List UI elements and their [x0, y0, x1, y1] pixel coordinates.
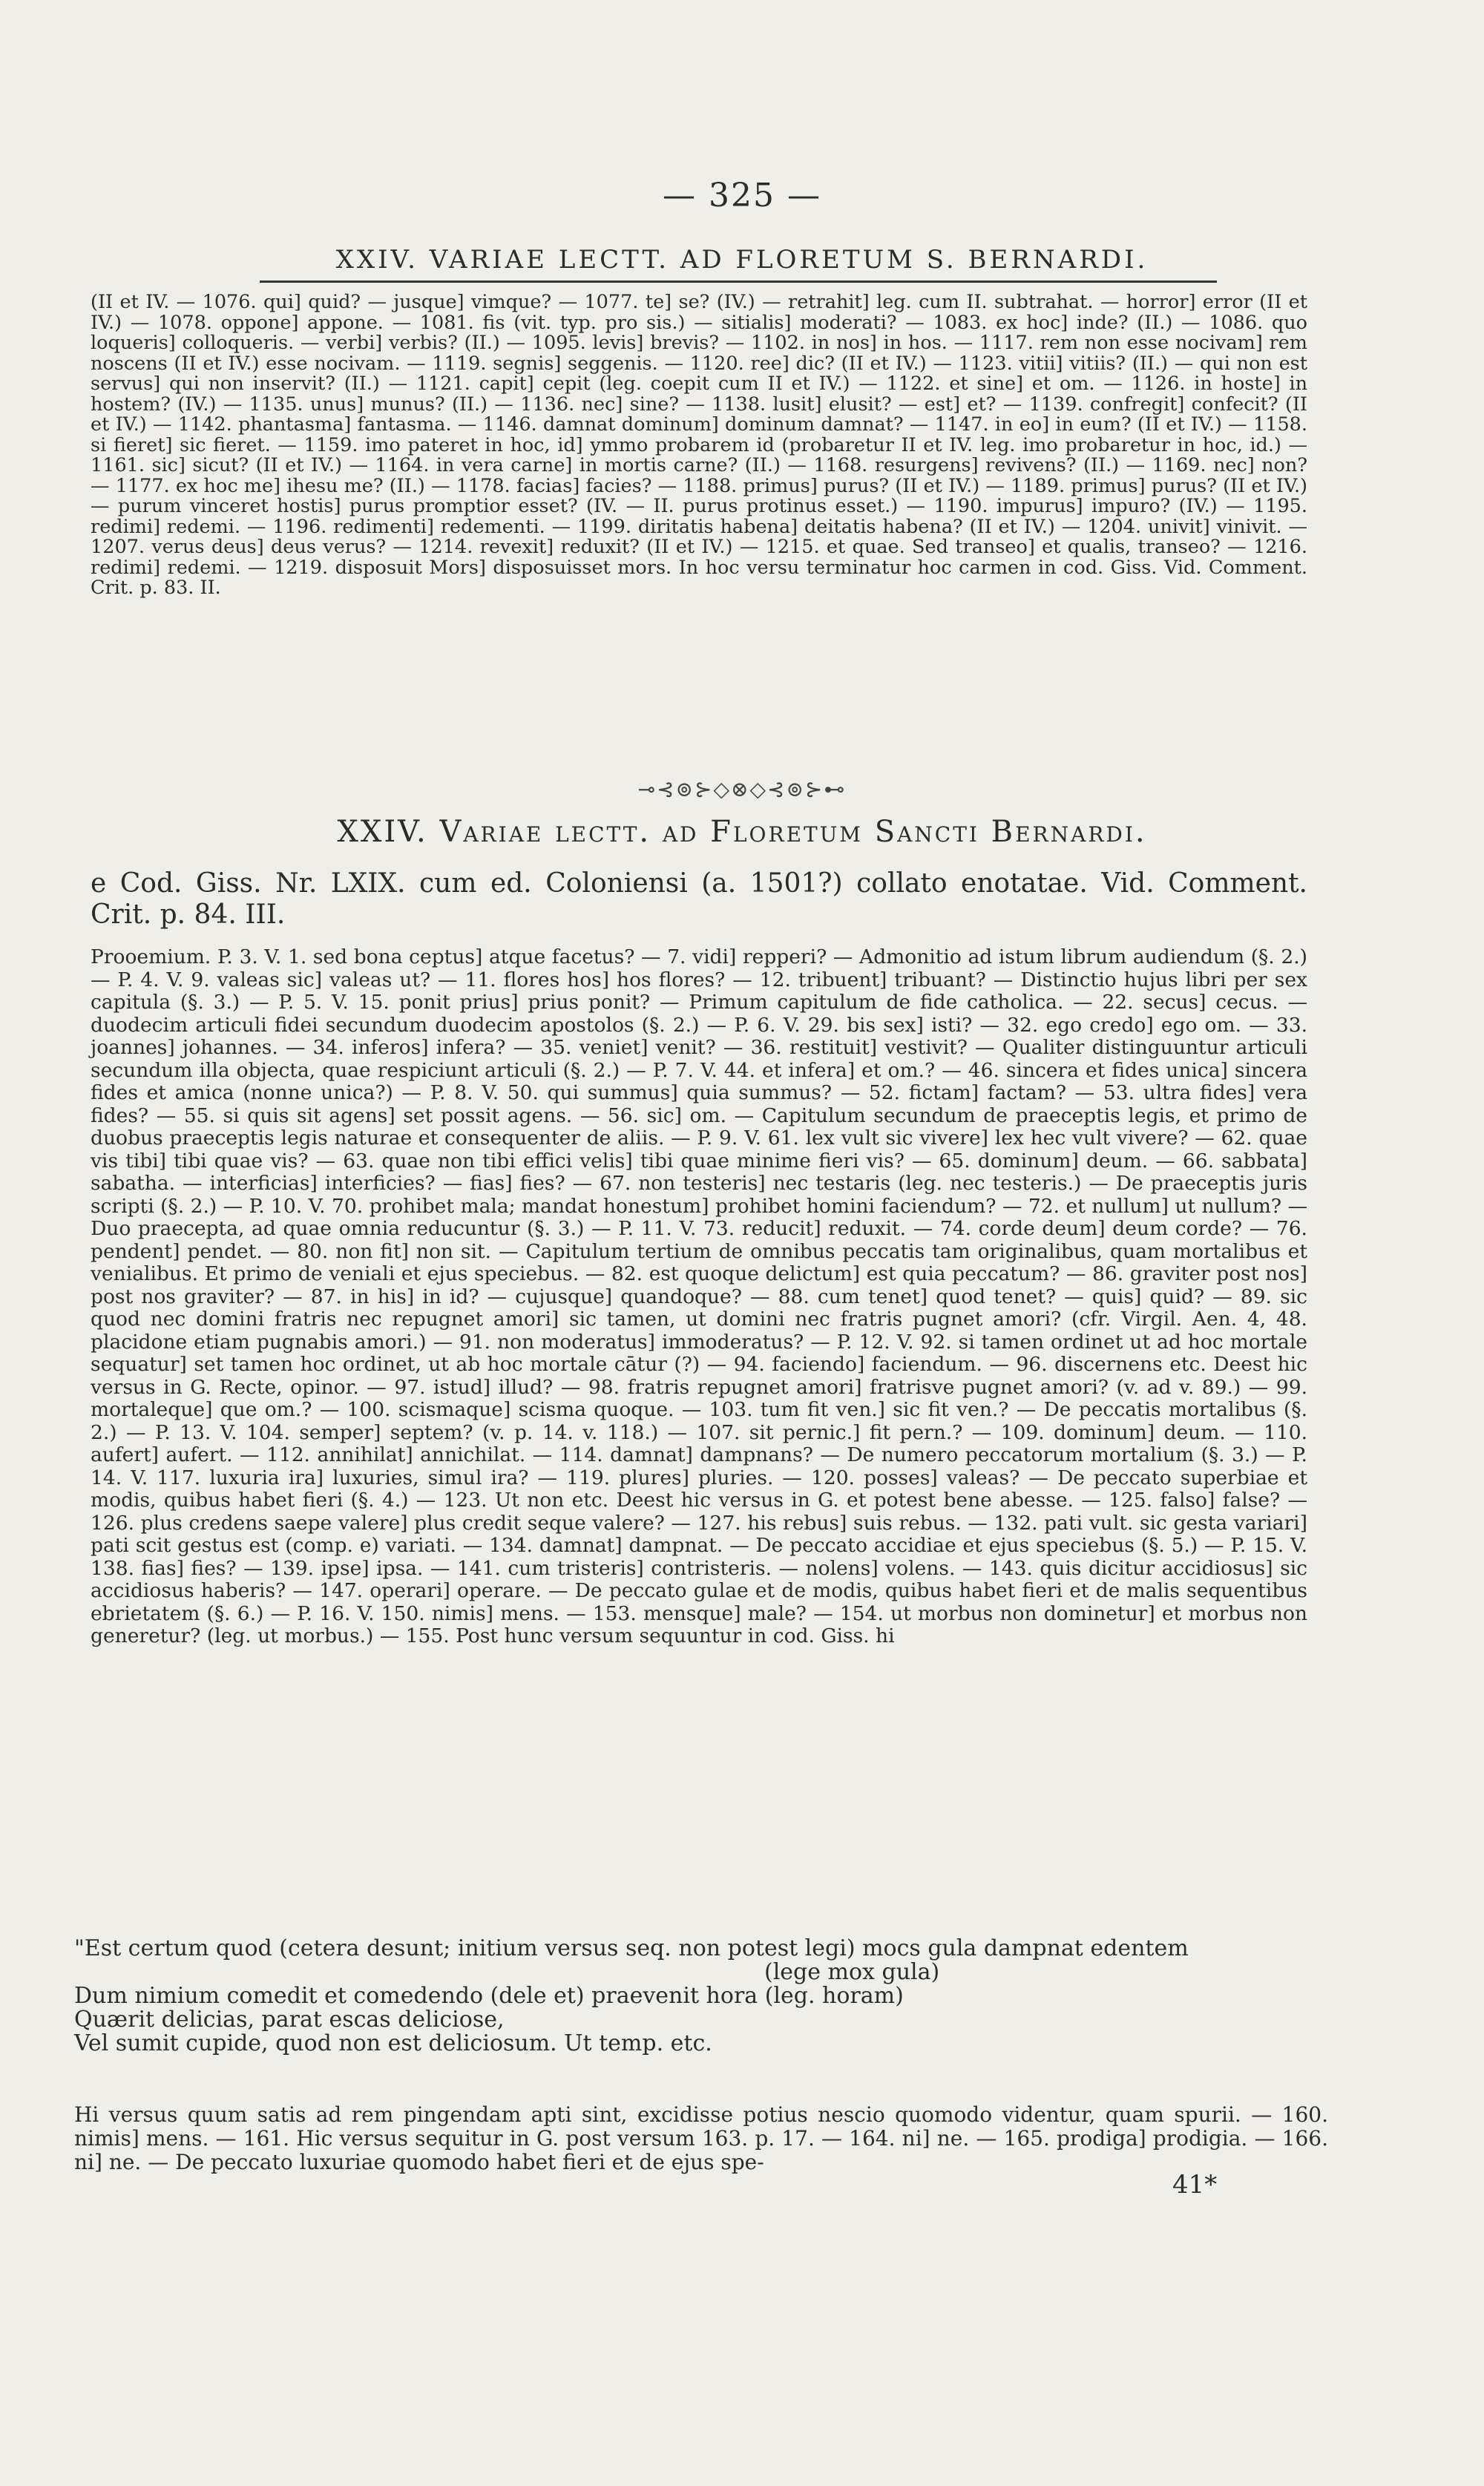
section-body-continued: Hi versus quum satis ad rem pingendam apti sint, excidisse potius nescio quomodo videntur, quam spurii. — 160. nimis] mens. — 161. Hic versus sequitur in G. post versum 163. p. 17. — 164. ni] ne. — 165. prodiga] prodigia. — 166. ni] ne. — De peccato luxuriae quomodo habet fieri et de ejus spe-	[74, 2102, 1328, 2174]
section-title: XXIV. Variae lectt. ad Floretum Sancti Bernardi.	[337, 815, 1147, 849]
quoted-verses	[74, 1937, 1328, 2056]
section-intro: e Cod. Giss. Nr. LXIX. cum ed. Coloniensi (a. 1501?) collato enotatae. Vid. Comment. Crit. p. 84. III.	[91, 868, 1307, 930]
section-divider-ornament: ⊸⊰⊚⊱◇⊗◇⊰⊚⊱⊷	[637, 777, 847, 801]
previous-section-variants: (II et IV. — 1076. qui] quid? — jusque] vimque? — 1077. te] se? (IV.) — retrahit] leg. cum II. subtrahat. — horror] error (II et IV.) — 1078. oppone] appone. — 1081. fis (vit. typ. pro sis.) — sitialis] moderati? — 1083. ex hoc] inde? (II.) — 1086. quo loqueris] colloqueris. — verbi] verbis? (II.) — 1095. levis] brevis? — 1102. in nos] in hos. — 1117. rem non esse nocivam] rem noscens (II et IV.) esse nocivam. — 1119. segnis] seggenis. — 1120. ree] dic? (II et IV.) — 1123. vitii] vitiis? (II.) — qui non est servus] qui non inservit? (II.) — 1121. capit] cepit (leg. coepit cum II et IV.) — 1122. et sine] et om. — 1126. in hoste] in hostem? (IV.) — 1135. unus] munus? (II.) — 1136. nec] sine? — 1138. lusit] elusit? — est] et? — 1139. confregit] confecit? (II et IV.) — 1142. phantasma] fantasma. — 1146. damnat dominum] dominum damnat? — 1147. in eo] in eum? (II et IV.) — 1158. si fieret] sic fieret. — 1159. imo pateret in hoc, id] ymmo probarem id (probaretur II et IV. leg. imo probaretur in hoc, id.) — 1161. sic] sicut? (II et IV.) — 1164. in vera carne] in mortis carne? (II.) — 1168. resurgens] revivens? (II.) — 1169. nec] non? — 1177. ex hoc me] ihesu me? (II.) — 1178. facias] facies? — 1188. primus] purus? (II et IV.) — 1189. primus] purus? (II et IV.) — purum vinceret hostis] purus promptior esset? (IV. — II. purus protinus esset.) — 1190. impurus] impuro? (IV.) — 1195. redimi] redemi. — 1196. redimenti] redementi. — 1199. diritatis habena] deitatis habena? (II et IV.) — 1204. univit] vinivit. — 1207. verus deus] deus verus? — 1214. revexit] reduxit? (II et IV.) — 1215. et quae. Sed transeo] et qualis, transeo? — 1216. redimi] redemi. — 1219. disposuit Mors] disposuisset mors. In hoc versu terminatur hoc carmen in cod. Giss. Vid. Comment. Crit. p. 83. II.	[91, 291, 1307, 599]
signature-mark: 41*	[1172, 2170, 1218, 2200]
section-body: Prooemium. P. 3. V. 1. sed bona ceptus] atque facetus? — 7. vidi] repperi? — Admonitio ad istum librum audiendum (§. 2.) — P. 4. V. 9. valeas sic] valeas ut? — 11. flores hos] hos flores? — 12. tribuent] tribuant? — Distinctio hujus libri per sex capitula (§. 3.) — P. 5. V. 15. ponit prius] prius ponit? — Primum capitulum de fide catholica. — 22. secus] cecus. — duodecim articuli fidei secundum duodecim apostolos (§. 2.) — P. 6. V. 29. bis sex] isti? — 32. ego credo] ego om. — 33. joannes] johannes. — 34. inferos] infera? — 35. veniet] venit? — 36. restituit] vestivit? — Qualiter distinguuntur articuli secundum illa objecta, quae respiciunt articuli (§. 2.) — P. 7. V. 44. et infera] et om.? — 46. sincera et fides unica] sincera fides et amica (nonne unica?) — P. 8. V. 50. qui summus] quia summus? — 52. fictam] factam? — 53. ultra fides] vera fides? — 55. si quis sit agens] set possit agens. — 56. sic] om. — Capitulum secundum de praeceptis legis, et primo de duobus praeceptis legis naturae et consequenter de aliis. — P. 9. V. 61. lex vult sic vivere] lex hec vult vivere? — 62. quae vis tibi] tibi quae vis? — 63. quae non tibi effici velis] tibi quae minime fieri vis? — 65. dominum] deum. — 66. sabbata] sabatha. — interficias] interficies? — fias] fies? — 67. non testeris] nec testaris (leg. nec testeris.) — De praeceptis juris scripti (§. 2.) — P. 10. V. 70. prohibet mala; mandat honestum] prohibet homini faciendum? — 72. et nullum] ut nullum? — Duo praecepta, ad quae omnia reducuntur (§. 3.) — P. 11. V. 73. reducit] reduxit. — 74. corde deum] deum corde? — 76. pendent] pendet. — 80. non fit] non sit. — Capitulum tertium de omnibus peccatis tam originalibus, quam mortalibus et venialibus. Et primo de veniali et ejus speciebus. — 82. est quoque delictum] est quia peccatum? — 86. graviter post nos] post nos graviter? — 87. in his] in id? — cujusque] quandoque? — 88. cum tenet] quod tenet? — quis] quid? — 89. sic quod nec domini fratris nec repugnet amori] sic tamen, ut domini nec fratris pugnet amori? (cfr. Virgil. Aen. 4, 48. placidone etiam pugnabis amori.) — 91. non moderatus] immoderatus? — P. 12. V. 92. si tamen ordinet ut ad hoc mortale sequatur] set tamen hoc ordinet, ut ab hoc mortale cātur (?) — 94. faciendo] faciendum. — 96. discernens etc. Deest hic versus in G. Recte, opinor. — 97. istud] illud? — 98. fratris repugnet amori] fratrisve pugnet amori? (v. ad v. 89.) — 99. mortaleque] que om.? — 100. scismaque] scisma quoque. — 103. tum fit ven.] sic fit ven.? — De peccatis mortalibus (§. 2.) — P. 13. V. 104. semper] septem? (v. p. 14. v. 118.) — 107. sit pernic.] fit pern.? — 109. dominum] deum. — 110. aufert] aufert. — 112. annihilat] annichilat. — 114. damnat] dampnans? — De numero peccatorum mortalium (§. 3.) — P. 14. V. 117. luxuria ira] luxuries, simul ira? — 119. plures] pluries. — 120. posses] valeas? — De peccato superbiae et modis, quibus habet fieri (§. 4.) — 123. Ut non etc. Deest hic versus in G. et potest bene abesse. — 125. falso] false? — 126. plus credens saepe valere] plus credit seque valere? — 127. his rebus] suis rebus. — 132. pati vult. sic gesta variari] pati scit gestus est (comp. e) variati. — 134. damnat] dampnat. — De peccato accidiae et ejus speciebus (§. 5.) — P. 15. V. 138. fias] fies? — 139. ipse] ipsa. — 141. cum tristeris] contristeris. — nolens] volens. — 143. quis dicitur accidiosus] sic accidiosus haberis? — 147. operari] operare. — De peccato gulae et de modis, quibus habet fieri et de malis sequentibus ebrietatem (§. 6.) — P. 16. V. 150. nimis] mens. — 153. mensque] male? — 154. ut morbus non dominetur] et morbus non generetur? (leg. ut morbus.) — 155. Post hunc versum sequuntur in cod. Giss. hi	[91, 945, 1307, 1647]
verse-note: (lege mox gula)	[764, 1959, 940, 1985]
page-number: — 325 —	[663, 177, 821, 214]
verse-line: Dum nimium comedit et comedendo (dele et) praevenit hora (leg. horam)	[74, 1983, 904, 2009]
header-rule	[260, 281, 1217, 283]
verse-line: "Est certum quod (cetera desunt; initium versus seq. non potest legi) mocs gula dampnat edentem	[74, 1935, 1189, 1961]
verse-line: Vel sumit cupide, quod non est deliciosum. Ut temp. etc.	[74, 2030, 712, 2056]
verse-line: Quærit delicias, parat escas deliciose,	[74, 2007, 505, 2033]
running-head: XXIV. VARIAE LECTT. AD FLORETUM S. BERNARDI.	[335, 245, 1149, 275]
